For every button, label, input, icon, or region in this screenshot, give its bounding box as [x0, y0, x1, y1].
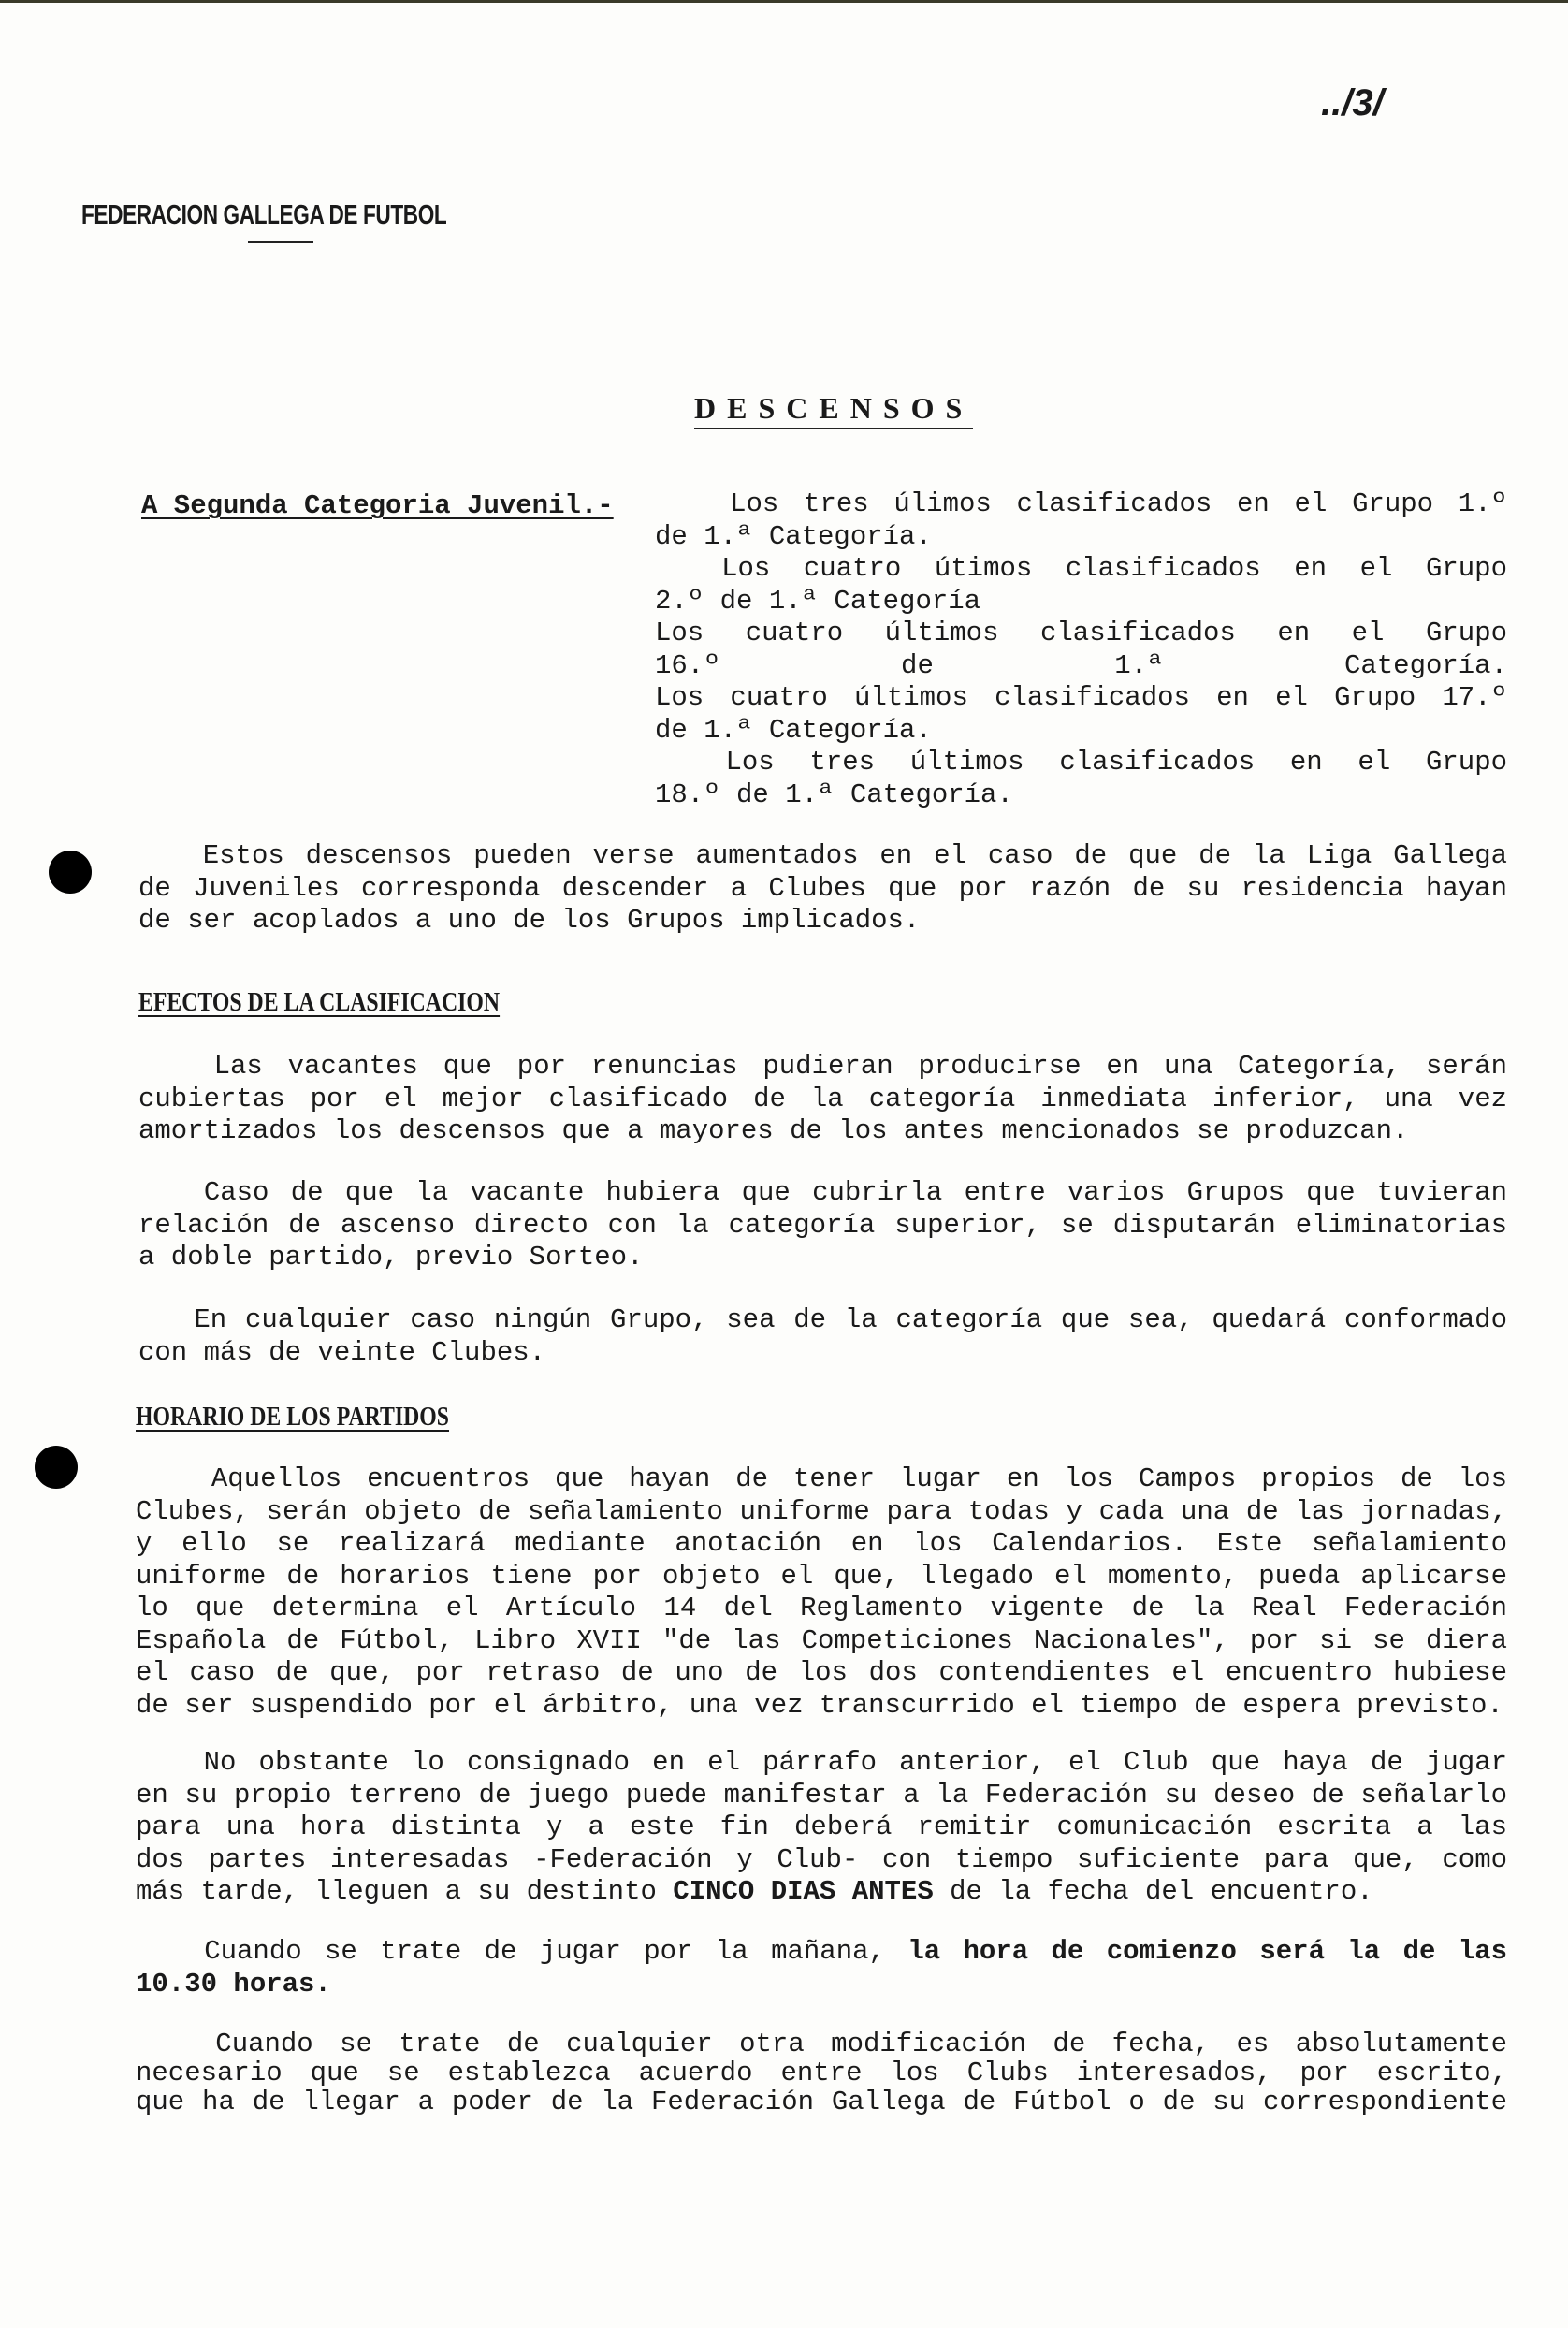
paragraph-manana	[136, 1936, 1507, 2001]
paragraph-vacantes	[138, 1051, 1507, 1148]
paragraph-line: Los cuatro útimos clasificados en el Grupo	[655, 553, 1507, 584]
paragraph-line: 2.º de 1.ª Categoría	[655, 585, 981, 617]
paragraph-line: amortizados los descensos que a mayores de los antes mencionados se produzcan.	[138, 1115, 1409, 1146]
paragraph-cualquier	[138, 1304, 1507, 1369]
paragraph-line: Clubes, serán objeto de señalamiento uniforme para todas y cada una de las jornadas,	[136, 1495, 1507, 1527]
paragraph-line: necesario que se establezca acuerdo entre los Clubs interesados, por escrito,	[136, 2058, 1507, 2088]
paragraph-line: Caso de que la vacante hubiera que cubrirla entre varios Grupos que tuvieran	[138, 1177, 1507, 1208]
paragraph-line: de ser acoplados a uno de los Grupos implicados.	[138, 905, 921, 936]
paragraph-no-obstante	[136, 1747, 1507, 1909]
descensos-list	[655, 488, 1507, 811]
scan-border	[0, 0, 1568, 3]
section-title: DESCENSOS	[694, 391, 973, 429]
page-number: ../3/	[1321, 82, 1384, 124]
paragraph-line: Los tres últimos clasificados en el Grupo	[655, 747, 1507, 778]
paragraph-line: Aquellos encuentros que hayan de tener lugar en los Campos propios de los	[136, 1463, 1507, 1494]
heading-horario: HORARIO DE LOS PARTIDOS	[136, 1402, 450, 1432]
paragraph-line: Cuando se trate de cualquier otra modificación de fecha, es absolutamente	[136, 2029, 1507, 2059]
paragraph-line: de 1.ª Categoría.	[655, 714, 932, 746]
paragraph-line: No obstante lo consignado en el párrafo anterior, el Club que haya de jugar	[136, 1747, 1507, 1778]
paragraph-line: relación de ascenso directo con la categoría superior, se disputarán eliminatorias	[138, 1209, 1507, 1241]
paragraph-line: el caso de que, por retraso de uno de los dos contendientes el encuentro hubiese	[136, 1657, 1507, 1688]
paragraph-line: más tarde, lleguen a su destinto CINCO DIAS ANTES de la fecha del encuentro.	[136, 1876, 1373, 1907]
paragraph-line: en su propio terreno de juego puede manifestar a la Federación su deseo de señalarlo	[136, 1779, 1507, 1811]
paragraph-line	[136, 1969, 1507, 2001]
paragraph-line: dos partes interesadas -Federación y Club- con tiempo suficiente para que, como	[136, 1843, 1507, 1875]
paragraph-line: Cuando se trate de jugar por la mañana, la hora de comienzo será la de las	[136, 1936, 1507, 1967]
punch-hole	[49, 851, 92, 894]
paragraph-line: de ser suspendido por el árbitro, una vez transcurrido el tiempo de espera previsto.	[136, 1689, 1503, 1721]
paragraph-line: Los tres úlimos clasificados en el Grupo 1.º	[655, 488, 1507, 519]
organization-header: FEDERACION GALLEGA DE FUTBOL	[81, 200, 447, 230]
paragraph-line: Española de Fútbol, Libro XVII "de las Competiciones Nacionales", por si se diera	[136, 1624, 1507, 1656]
paragraph-line: y ello se realizará mediante anotación en los Calendarios. Este señalamiento	[136, 1528, 1507, 1559]
paragraph-line: para una hora distinta y a este fin deberá remitir comunicación escrita a las	[136, 1811, 1507, 1842]
header-divider	[248, 241, 313, 243]
paragraph-line: Las vacantes que por renuncias pudieran producirse en una Categoría, serán	[138, 1051, 1507, 1082]
punch-hole	[35, 1446, 78, 1489]
paragraph-line: 18.º de 1.ª Categoría.	[655, 778, 1013, 810]
heading-efectos: EFECTOS DE LA CLASIFICACION	[138, 987, 501, 1017]
paragraph-line: a doble partido, previo Sorteo.	[138, 1242, 644, 1273]
paragraph-line: En cualquier caso ningún Grupo, sea de la categoría que sea, quedará conformado	[138, 1304, 1507, 1335]
emphasis: la hora de comienzo será la de las	[907, 1936, 1507, 1967]
paragraph-line: de 1.ª Categoría.	[655, 520, 932, 552]
subheading: A Segunda Categoria Juvenil.-	[141, 490, 614, 521]
emphasis: 10.30 horas.	[136, 1968, 331, 2000]
paragraph-line: lo que determina el Artículo 14 del Reglamento vigente de la Real Federación	[136, 1593, 1507, 1623]
paragraph-line: uniforme de horarios tiene por objeto el que, llegado el momento, pueda aplicarse	[136, 1560, 1507, 1592]
paragraph-line: de Juveniles corresponda descender a Clubes que por razón de su residencia hayan	[138, 872, 1507, 904]
paragraph-estos	[138, 840, 1507, 938]
paragraph-line: que ha de llegar a poder de la Federación Gallega de Fútbol o de su correspondiente	[136, 2087, 1507, 2117]
emphasis: CINCO DIAS ANTES	[673, 1876, 934, 1907]
paragraph-line: cubiertas por el mejor clasificado de la categoría inmediata inferior, una vez	[138, 1083, 1507, 1114]
paragraph-line: con más de veinte Clubes.	[138, 1336, 546, 1368]
paragraph-line: Los cuatro últimos clasificados en el Grupo	[655, 618, 1507, 648]
paragraph-modificacion	[136, 2030, 1507, 2117]
paragraph-line: 16.º de 1.ª Categoría.	[655, 649, 1507, 681]
paragraph-line: Los cuatro últimos clasificados en el Grupo 17.º	[655, 682, 1507, 713]
paragraph-aquellos	[136, 1463, 1507, 1722]
paragraph-caso	[138, 1177, 1507, 1274]
paragraph-line: Estos descensos pueden verse aumentados en el caso de que de la Liga Gallega	[138, 840, 1507, 871]
